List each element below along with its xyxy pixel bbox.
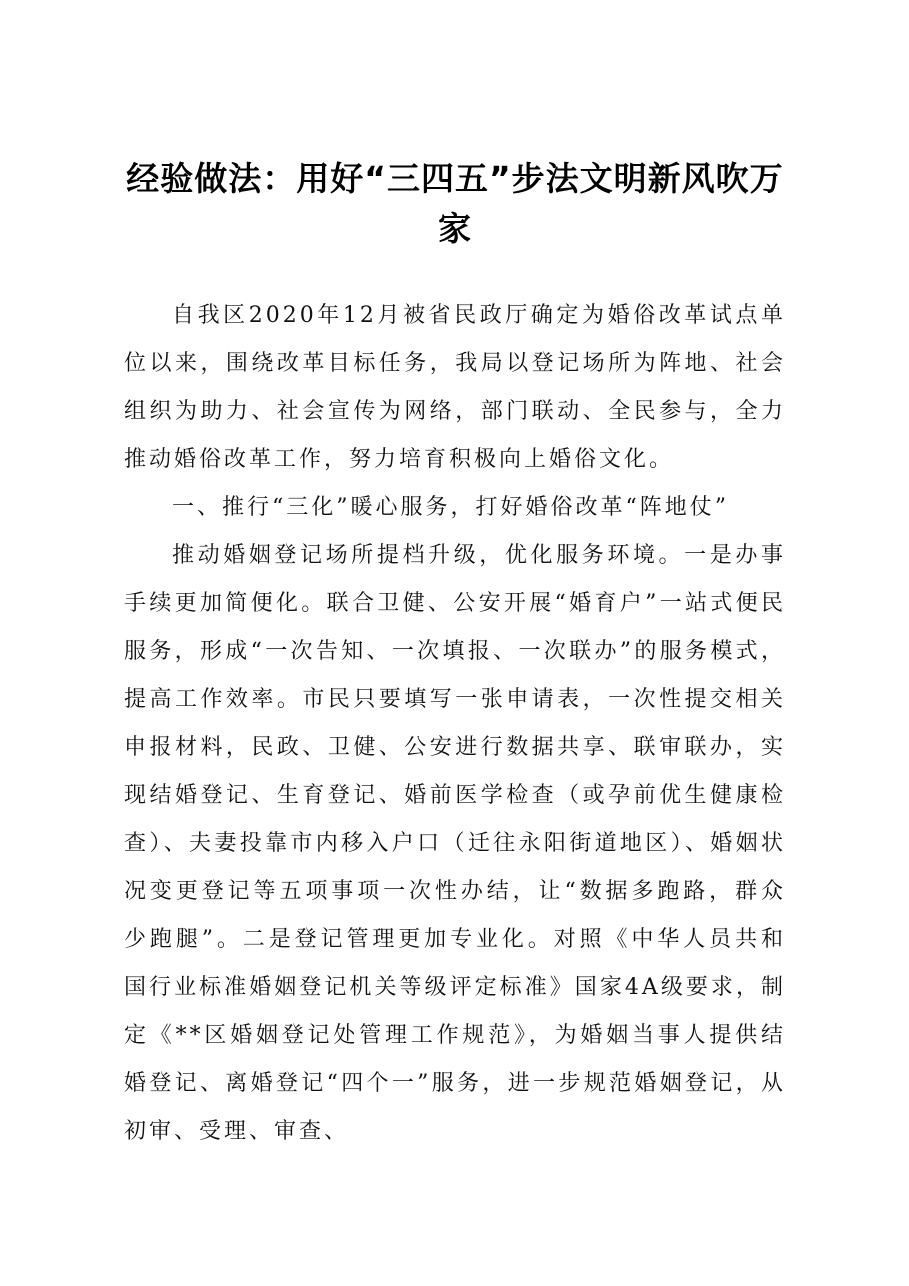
paragraph-intro: 自我区2020年12月被省民政厅确定为婚俗改革试点单位以来，围绕改革目标任务，我局以登记场所为阵地、社会组织为助力、社会宣传为网络，部门联动、全民参与，全力推动婚俗改革工作，努力培育积极向上婚俗文化。 (124, 303, 786, 472)
document-title: 经验做法：用好“三四五”步法文明新风吹万家 (126, 159, 784, 248)
document-body (124, 292, 786, 1156)
paragraph-section-one: 推动婚姻登记场所提档升级，优化服务环境。一是办事手续更加简便化。联合卫健、公安开展“婚育户”一站式便民服务，形成“一次告知、一次填报、一次联办”的服务模式，提高工作效率。市民只要填写一张申请表，一次性提交相关申报材料，民政、卫健、公安进行数据共享、联审联办，实现结婚登记、生育登记、婚前医学检查（或孕前优生健康检查）、夫妻投靠市内移入户口（迁往永阳街道地区）、婚姻状况变更登记等五项事项一次性办结，让“数据多跑路，群众少跑腿”。二是登记管理更加专业化。对照《中华人员共和国行业标准婚姻登记机关等级评定标准》国家4A级要求，制定《**区婚姻登记处管理工作规范》，为婚姻当事人提供结婚登记、离婚登记“四个一”服务，进一步规范婚姻登记，从初审、受理、审查、 (124, 543, 786, 1144)
section-heading-one: 一、推行“三化”暖心服务，打好婚俗改革“阵地仗” (172, 495, 729, 520)
